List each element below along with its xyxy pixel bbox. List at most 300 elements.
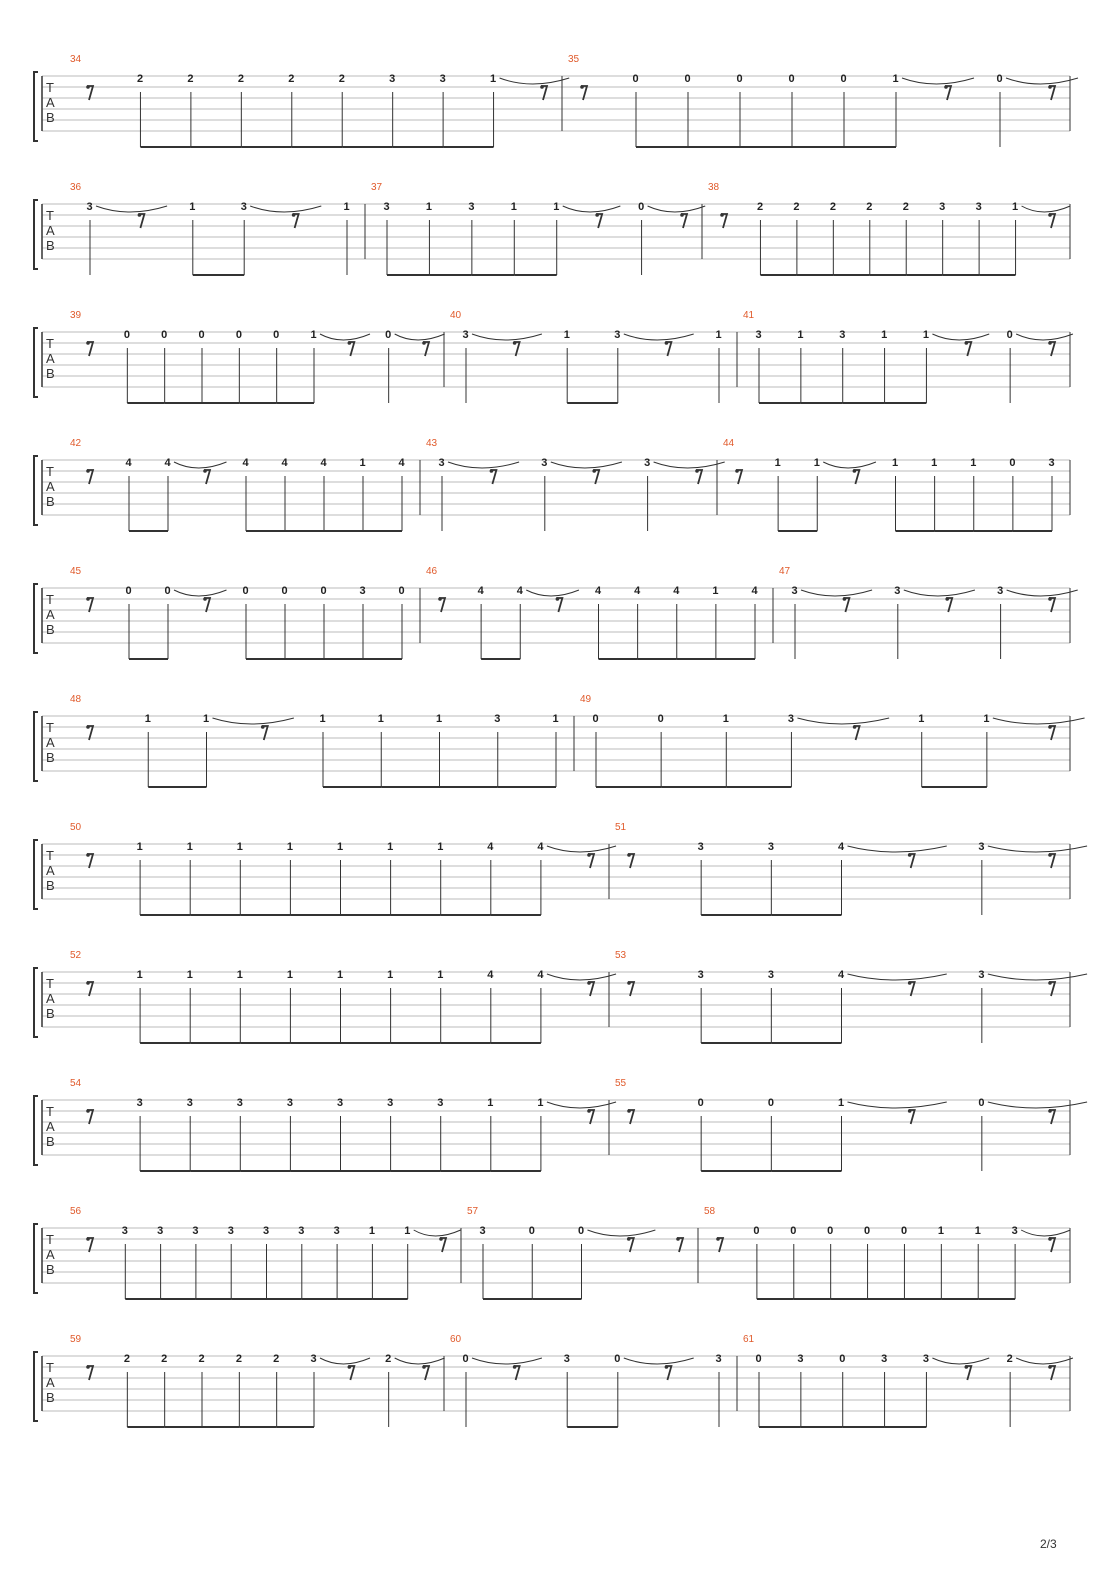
fret-number: 3 [939,201,946,213]
measure-number: 56 [70,1206,82,1217]
fret-number: 0 [736,73,743,85]
fret-number: 4 [838,969,845,981]
tab-clef-letter: T [46,336,54,351]
fret-number: 3 [787,713,795,725]
rest-dot [1048,1237,1052,1241]
fret-number: 4 [838,841,845,853]
rest-dot [853,469,857,473]
fret-number: 1 [974,1225,981,1237]
fret-number: 1 [337,841,344,853]
fret-number: 3 [337,1097,344,1109]
measure-number: 58 [704,1206,716,1217]
measure-number: 49 [580,694,592,705]
rest-dot [138,213,142,217]
fret-number: 2 [187,73,194,85]
fret-number: 1 [144,713,151,725]
measure-number: 57 [467,1206,479,1217]
tab-clef-letter: T [46,80,54,95]
fret-number: 1 [983,713,990,725]
tab-clef-letter: A [46,1119,55,1134]
fret-number: 1 [1012,201,1019,213]
rest-dot [292,213,296,217]
fret-number: 2 [237,73,244,85]
fret-number: 3 [978,841,985,853]
rest-dot [86,981,90,985]
fret-number: 2 [866,201,873,213]
fret-number: 0 [840,73,847,85]
tie-arc [797,718,889,724]
tie-arc [654,462,725,468]
fret-number: 3 [755,329,762,341]
fret-number: 3 [310,1353,317,1365]
fret-number: 2 [829,201,836,213]
tab-clef-letter: A [46,1375,55,1390]
tab-system [0,566,1110,672]
measure-number: 38 [708,182,720,193]
fret-number: 0 [385,329,392,341]
fret-number: 1 [136,841,143,853]
fret-number: 3 [186,1097,193,1109]
tab-clef-letter: T [46,1360,54,1375]
tie-arc [320,1358,370,1364]
fret-number: 0 [242,585,249,597]
fret-number: 3 [479,1225,486,1237]
measure-number: 51 [615,822,627,833]
fret-number: 1 [931,457,938,469]
fret-number: 1 [838,1097,845,1109]
rest-dot [587,853,591,857]
fret-number: 0 [198,329,205,341]
fret-number: 3 [715,1353,722,1365]
tie-arc [848,1102,947,1108]
fret-number: 4 [751,585,758,597]
fret-number: 0 [123,329,130,341]
tie-arc [848,846,947,852]
fret-number: 3 [839,329,846,341]
fret-number: 3 [997,585,1004,597]
fret-number: 3 [389,73,396,85]
rest-dot [86,1109,90,1113]
measure-number: 34 [70,54,82,65]
tab-system [0,310,1110,416]
fret-number: 3 [644,457,651,469]
rest-dot [422,1365,426,1369]
fret-number: 1 [136,969,143,981]
tie-arc [563,206,621,212]
fret-number: 4 [125,457,132,469]
fret-number: 0 [864,1225,871,1237]
fret-number: 1 [337,969,344,981]
rest-dot [587,981,591,985]
fret-number: 4 [516,585,523,597]
tie-arc [174,590,227,596]
fret-number: 3 [494,713,501,725]
fret-number: 1 [286,841,294,853]
tie-arc [448,462,519,468]
tab-clef-letter: B [46,1134,55,1149]
fret-number: 3 [468,201,475,213]
tie-arc [1021,1230,1070,1236]
tab-system [0,438,1110,544]
fret-number: 0 [697,1097,704,1109]
fret-number: 3 [767,969,774,981]
fret-number: 1 [425,201,433,213]
tab-clef-letter: T [46,848,54,863]
tie-arc [648,206,706,212]
fret-number: 0 [273,329,280,341]
rest-dot [1048,981,1052,985]
fret-number: 2 [338,73,345,85]
fret-number: 0 [235,329,242,341]
measure-number: 40 [450,310,462,321]
fret-number: 4 [477,585,484,597]
rest-dot [908,1109,912,1113]
fret-number: 0 [528,1225,535,1237]
measure-number: 37 [371,182,383,193]
tab-system [0,1334,1110,1440]
rest-dot [540,85,544,89]
rest-dot [513,1365,517,1369]
fret-number: 0 [281,585,288,597]
fret-number: 2 [288,73,295,85]
tab-clef-letter: A [46,223,55,238]
rest-dot [1048,85,1052,89]
rest-dot [680,213,684,217]
fret-number: 1 [892,457,899,469]
tie-arc [801,590,872,596]
rest-dot [86,1365,90,1369]
tab-staff [0,310,1110,416]
fret-number: 3 [1048,457,1055,469]
fret-number: 1 [892,73,899,85]
fret-number: 3 [438,457,445,469]
rest-dot [580,85,584,89]
rest-dot [627,853,631,857]
fret-number: 3 [791,585,798,597]
tie-arc [1022,206,1071,212]
fret-number: 0 [125,585,132,597]
fret-number: 1 [404,1225,411,1237]
fret-number: 4 [281,457,288,469]
fret-number: 0 [578,1225,585,1237]
fret-number: 3 [136,1097,143,1109]
fret-number: 4 [487,969,494,981]
fret-number: 1 [563,329,570,341]
tab-clef-letter: B [46,878,55,893]
fret-number: 0 [788,73,795,85]
measure-number: 45 [70,566,82,577]
fret-number: 0 [996,73,1003,85]
fret-number: 1 [186,841,193,853]
measure-number: 41 [743,310,755,321]
fret-number: 0 [614,1353,621,1365]
tab-staff [0,566,1110,672]
fret-number: 2 [161,1353,168,1365]
tab-clef-letter: B [46,750,55,765]
fret-number: 3 [975,201,982,213]
rest-dot [1048,725,1052,729]
fret-number: 0 [657,713,664,725]
fret-number: 2 [902,201,909,213]
fret-number: 1 [236,969,243,981]
fret-number: 4 [164,457,171,469]
fret-number: 1 [203,713,210,725]
rest-dot [86,85,90,89]
rest-dot [592,469,596,473]
fret-number: 1 [343,201,350,213]
fret-number: 0 [755,1353,762,1365]
tab-clef-letter: B [46,110,55,125]
fret-number: 0 [827,1225,834,1237]
fret-number: 4 [487,841,494,853]
rest-dot [1048,1109,1052,1113]
fret-number: 3 [767,841,774,853]
fret-number: 3 [922,1353,930,1365]
tie-arc [472,334,542,340]
rest-dot [665,1365,669,1369]
rest-dot [203,597,207,601]
fret-number: 1 [436,713,443,725]
tie-arc [988,1102,1087,1108]
fret-number: 1 [722,713,729,725]
tie-arc [174,462,227,468]
tab-clef-letter: A [46,479,55,494]
tie-arc [988,846,1087,852]
fret-number: 2 [198,1353,205,1365]
tie-arc [250,206,321,212]
fret-number: 3 [978,969,985,981]
fret-number: 4 [537,841,544,853]
fret-number: 3 [541,457,548,469]
tie-arc [395,1358,445,1364]
fret-number: 4 [320,457,327,469]
tab-clef-letter: T [46,720,54,735]
rest-dot [86,853,90,857]
fret-number: 3 [157,1225,164,1237]
fret-number: 1 [368,1225,376,1237]
rest-dot [86,597,90,601]
tab-system [0,1206,1110,1312]
fret-number: 1 [918,713,925,725]
tie-arc [1016,1358,1073,1364]
tab-staff [0,950,1110,1056]
rest-dot [695,469,699,473]
rest-dot [627,981,631,985]
measure-number: 46 [426,566,438,577]
tab-clef-letter: T [46,464,54,479]
tie-arc [320,334,370,340]
fret-number: 4 [595,585,602,597]
fret-number: 3 [462,329,469,341]
fret-number: 0 [1006,329,1013,341]
tie-arc [624,334,694,340]
fret-number: 3 [298,1225,305,1237]
tab-clef-letter: A [46,607,55,622]
fret-number: 1 [377,713,384,725]
rest-dot [490,469,494,473]
rest-dot [964,341,968,345]
tab-clef-letter: T [46,976,54,991]
rest-dot [1048,1365,1052,1369]
fret-number: 1 [437,841,444,853]
tie-arc [500,78,570,84]
fret-number: 1 [359,457,366,469]
tie-arc [902,78,974,84]
fret-number: 3 [263,1225,270,1237]
tie-arc [1006,78,1078,84]
rest-dot [86,1237,90,1241]
fret-number: 1 [387,841,394,853]
fret-number: 0 [1009,457,1016,469]
fret-number: 1 [537,1097,544,1109]
fret-number: 1 [813,457,820,469]
tie-arc [547,1102,616,1108]
tie-arc [551,462,622,468]
fret-number: 4 [634,585,641,597]
fret-number: 2 [756,201,764,213]
rest-dot [587,1109,591,1113]
fret-number: 1 [937,1225,944,1237]
measure-number: 47 [779,566,791,577]
fret-number: 0 [790,1225,797,1237]
fret-number: 2 [385,1353,392,1365]
fret-number: 1 [922,329,930,341]
measure-number: 54 [70,1078,82,1089]
measure-number: 60 [450,1334,462,1345]
fret-number: 1 [715,329,722,341]
tie-arc [932,1358,989,1364]
rest-dot [261,725,265,729]
fret-number: 3 [333,1225,340,1237]
tab-staff [0,1334,1110,1440]
tie-arc [848,974,947,980]
fret-number: 2 [235,1353,242,1365]
tab-system [0,54,1110,160]
rest-dot [86,469,90,473]
fret-number: 1 [236,841,243,853]
fret-number: 1 [970,457,977,469]
tie-arc [96,206,167,212]
fret-number: 1 [881,329,888,341]
fret-number: 3 [1011,1225,1018,1237]
fret-number: 0 [164,585,171,597]
rest-dot [1048,597,1052,601]
fret-number: 2 [123,1353,130,1365]
fret-number: 0 [978,1097,985,1109]
tab-clef-letter: B [46,622,55,637]
fret-number: 1 [186,969,193,981]
tie-arc [1007,590,1078,596]
tab-clef-letter: A [46,1247,55,1262]
tab-system [0,950,1110,1056]
tab-clef-letter: B [46,1390,55,1405]
rest-dot [203,469,207,473]
tab-clef-letter: T [46,592,54,607]
rest-dot [716,1237,720,1241]
tab-clef-letter: T [46,208,54,223]
fret-number: 1 [552,713,559,725]
tab-clef-letter: B [46,494,55,509]
fret-number: 1 [319,713,326,725]
rest-dot [422,341,426,345]
fret-number: 3 [236,1097,243,1109]
fret-number: 0 [900,1225,908,1237]
rest-dot [908,981,912,985]
tie-arc [588,1230,656,1236]
rest-dot [556,597,560,601]
page-number: 2/3 [1040,1537,1057,1551]
system-bracket [34,72,38,141]
fret-number: 0 [767,1097,774,1109]
system-bracket [34,1352,38,1421]
measure-number: 52 [70,950,82,961]
rest-dot [720,213,724,217]
tie-arc [213,718,294,724]
tab-clef-letter: B [46,1262,55,1277]
system-bracket [34,328,38,397]
rest-dot [348,1365,352,1369]
rest-dot [853,725,857,729]
fret-number: 0 [462,1353,469,1365]
measure-number: 50 [70,822,82,833]
fret-number: 1 [774,457,781,469]
tab-staff [0,1078,1110,1184]
fret-number: 1 [712,585,719,597]
tab-clef-letter: B [46,238,55,253]
tab-clef-letter: A [46,863,55,878]
tie-arc [414,1230,461,1236]
fret-number: 1 [189,201,196,213]
system-bracket [34,712,38,781]
tab-system [0,822,1110,928]
tab-staff [0,438,1110,544]
fret-number: 4 [242,457,249,469]
tie-arc [472,1358,542,1364]
fret-number: 1 [510,201,517,213]
system-bracket [34,584,38,653]
rest-dot [1048,341,1052,345]
tie-arc [395,334,445,340]
fret-number: 2 [273,1353,280,1365]
tab-clef-letter: T [46,1104,54,1119]
fret-number: 3 [240,201,247,213]
tab-clef-letter: A [46,735,55,750]
rest-dot [439,1237,443,1241]
tie-arc [547,846,616,852]
rest-dot [676,1237,680,1241]
rest-dot [513,341,517,345]
fret-number: 1 [797,329,804,341]
measure-number: 59 [70,1334,82,1345]
tie-arc [1016,334,1073,340]
tab-staff [0,182,1110,288]
fret-number: 0 [592,713,599,725]
rest-dot [964,1365,968,1369]
rest-dot [86,341,90,345]
tab-staff [0,1206,1110,1312]
fret-number: 1 [490,73,497,85]
rest-dot [1048,213,1052,217]
rest-dot [908,853,912,857]
fret-number: 1 [487,1097,494,1109]
fret-number: 3 [894,585,901,597]
measure-number: 61 [743,1334,755,1345]
fret-number: 2 [793,201,800,213]
tab-clef-letter: B [46,1006,55,1021]
fret-number: 0 [161,329,168,341]
fret-number: 2 [136,73,144,85]
tie-arc [904,590,975,596]
